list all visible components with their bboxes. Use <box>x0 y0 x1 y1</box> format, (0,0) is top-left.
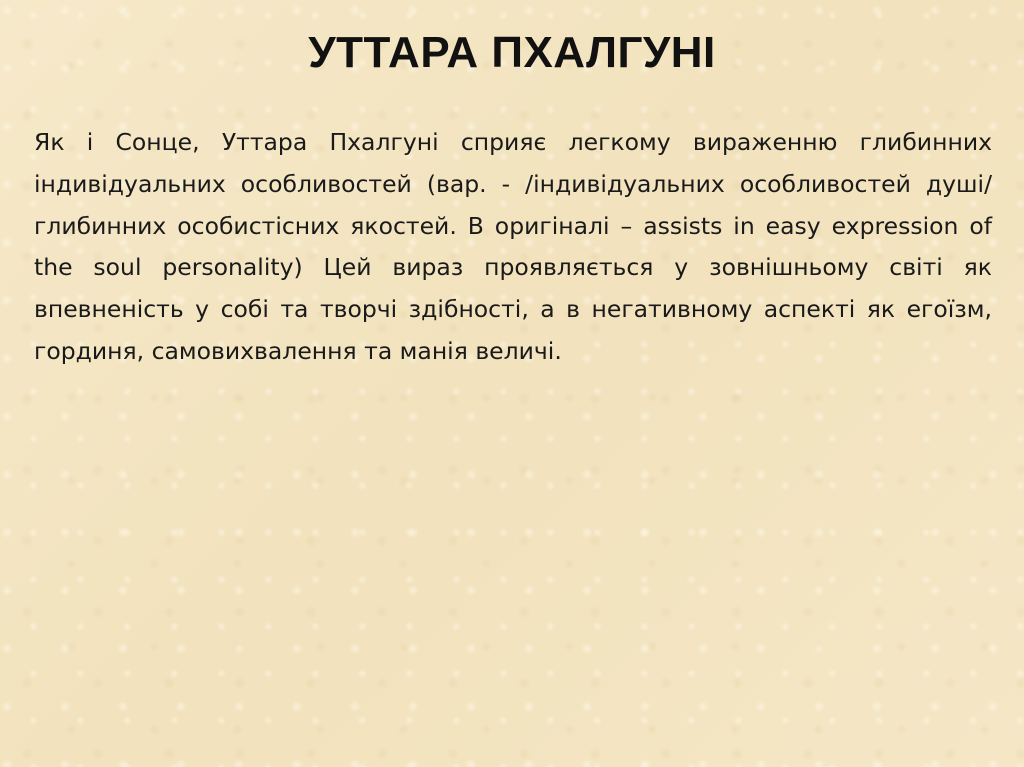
slide-title: УТТАРА ПХАЛГУНІ <box>308 28 716 77</box>
slide-body-text: Як і Сонце, Уттара Пхалгуні сприяє легкому вираженню глибинних індивідуальних особливостей (вар. - /індивідуальних особливостей душі/глибинних особистісних якостей. В оригіналі – assists in easy expression of the soul personality) Цей вираз проявляється у зовнішньому світі як впевненість у собі та творчі здібності, а в негативному аспекті як егоїзм, гординя, самовихвалення та манія величі. <box>34 128 992 365</box>
